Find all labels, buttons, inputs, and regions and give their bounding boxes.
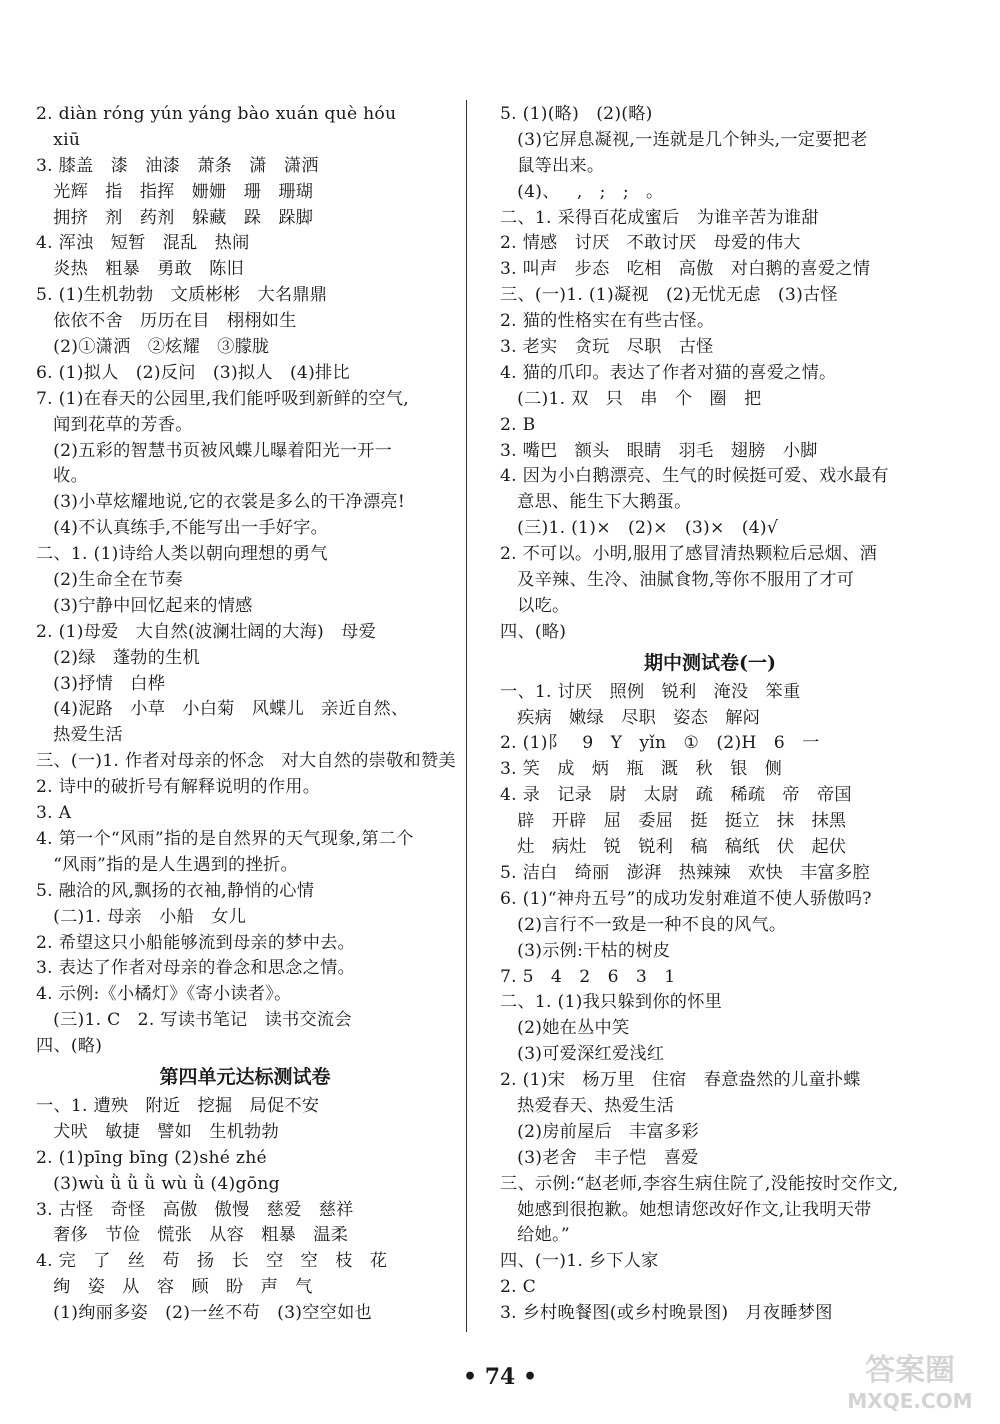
answer-line: 鼠等出来。: [500, 155, 605, 176]
answer-line: 热爱春天、热爱生活: [500, 1095, 675, 1116]
page-number: • 74 •: [462, 1364, 538, 1390]
right-column: [500, 102, 920, 1327]
answer-line: (4)不认真练手,不能写出一手好字。: [36, 518, 329, 539]
answer-line: 2. (1)母爱 大自然(波澜壮阔的大海) 母爱: [36, 621, 377, 642]
column-divider: [466, 100, 467, 1332]
answer-line: 2. 不可以。小明,服用了感冒清热颗粒后忌烟、酒: [500, 544, 878, 565]
answer-line: 2. (1)pīng bīng (2)shé zhé: [36, 1147, 267, 1168]
answer-line: 依依不舍 历历在目 栩栩如生: [36, 311, 297, 332]
svg-text:答案圈: 答案圈: [865, 1353, 955, 1388]
answer-line: 2. 情感 讨厌 不敢讨厌 母爱的伟大: [500, 233, 801, 254]
answer-line: 灶 病灶 锐 锐利 稿 稿纸 伏 起伏: [500, 837, 847, 858]
answer-line: 2. 猫的性格实在有些古怪。: [500, 311, 715, 332]
answer-line: 3. 老实 贪玩 尽职 古怪: [500, 337, 714, 358]
answer-line: 2. 诗中的破折号有解释说明的作用。: [36, 777, 321, 798]
answer-line: 3. 叫声 步态 吃相 高傲 对白鹅的喜爱之情: [500, 259, 871, 280]
answer-line: 2. B: [500, 414, 536, 435]
answer-line: (2)她在丛中笑: [500, 1018, 630, 1039]
answer-line: 光辉 指 指挥 姗姗 珊 珊瑚: [36, 181, 314, 202]
answer-line: 6. (1)拟人 (2)反问 (3)拟人 (4)排比: [36, 362, 350, 383]
answer-line: (二)1. 双 只 串 个 圈 把: [500, 388, 762, 409]
answer-line: 5. (1)(略) (2)(略): [500, 104, 653, 124]
answer-line: 以吃。: [500, 595, 570, 616]
answer-line: (4)泥路 小草 小白菊 风蝶儿 亲近自然、: [36, 699, 409, 720]
answer-line: 热爱生活: [36, 725, 123, 746]
answer-line: (3)小草炫耀地说,它的衣裳是多么的干净漂亮!: [36, 492, 405, 513]
answer-line: 4. 完 了 丝 苟 扬 长 空 空 枝 花: [36, 1251, 388, 1272]
answer-line: 4. 第一个“风雨”指的是自然界的天气现象,第二个: [36, 828, 414, 849]
answer-line: (二)1. 母亲 小船 女儿: [36, 906, 247, 927]
answer-line: 5. 融洽的风,飘扬的衣袖,静悄的心情: [36, 880, 315, 901]
answer-line: 炎热 粗暴 勇敢 陈旧: [36, 259, 245, 280]
answer-line: 疾病 嫩绿 尽职 姿态 解闷: [500, 707, 761, 728]
answer-line: (3)宁静中回忆起来的情感: [36, 595, 253, 616]
section-heading: 期中测试卷(一): [644, 651, 776, 674]
answer-line: 5. (1)生机勃勃 文质彬彬 大名鼎鼎: [36, 285, 328, 306]
answer-line: 2. (1)宋 杨万里 住宿 春意盎然的儿童扑蝶: [500, 1070, 861, 1091]
svg-text:MXQE.COM: MXQE.COM: [847, 1389, 973, 1413]
answer-line: 3. 表达了作者对母亲的眷念和思念之情。: [36, 958, 356, 979]
answer-line: (三)1. (1)× (2)× (3)× (4)√: [500, 518, 779, 539]
answer-line: xiū: [36, 129, 81, 150]
answer-line: 收。: [36, 466, 89, 487]
answer-line: (2)绿 蓬勃的生机: [36, 647, 201, 668]
answer-line: 四、(略): [500, 621, 567, 642]
answer-line: 3. 笑 成 炳 瓶 溉 秋 银 侧: [500, 759, 783, 780]
answer-line: 5. 洁白 绮丽 澎湃 热辣辣 欢快 丰富多腔: [500, 862, 870, 883]
answer-line: (2)五彩的智慧书页被风蝶儿曝着阳光一开一: [36, 440, 393, 461]
answer-line: 2. (1)阝 9 Y yǐn ① (2)H 6 一: [500, 733, 820, 754]
answer-line: 四、(一)1. 乡下人家: [500, 1251, 659, 1272]
answer-line: (三)1. C 2. 写读书笔记 读书交流会: [36, 1010, 352, 1031]
answer-line: 4. 因为小白鹅漂亮、生气的时候挺可爱、戏水最有: [500, 466, 889, 487]
answer-line: 3. 嘴巴 额头 眼睛 羽毛 翅膀 小脚: [500, 440, 818, 461]
answer-line: 绚 姿 从 容 顾 盼 声 气: [36, 1277, 313, 1298]
answer-line: (3)它屏息凝视,一连就是几个钟头,一定要把老: [500, 129, 868, 150]
answer-line: 辟 开辟 屈 委屈 挺 挺立 抹 抹黑: [500, 811, 847, 832]
answer-line: (1)绚丽多姿 (2)一丝不苟 (3)空空如也: [36, 1303, 372, 1324]
answer-line: 给她。”: [500, 1225, 570, 1246]
answer-line: 一、1. 遭殃 附近 挖掘 局促不安: [36, 1095, 320, 1116]
answer-line: (3)抒情 白桦: [36, 673, 166, 694]
answer-line: (3)老舍 丰子恺 喜爱: [500, 1147, 699, 1168]
answer-line: 闻到花草的芳香。: [36, 414, 193, 435]
answer-line: 犬吠 敏捷 譬如 生机勃勃: [36, 1121, 279, 1142]
answer-line: 2. C: [500, 1277, 537, 1298]
answer-line: 2. diàn róng yún yáng bào xuán què hóu: [36, 104, 397, 124]
answer-line: 二、1. 采得百花成蜜后 为谁辛苦为谁甜: [500, 207, 819, 228]
answer-line: 三、(一)1. (1)凝视 (2)无忧无虑 (3)古怪: [500, 285, 838, 306]
answer-line: (3)可爱深红爱浅红: [500, 1044, 665, 1065]
answer-line: 四、(略): [36, 1036, 103, 1057]
answer-line: (2)生命全在节奏: [36, 570, 183, 591]
answer-line: 拥挤 剂 药剂 躲藏 跺 跺脚: [36, 207, 314, 228]
answer-line: 2. 希望这只小船能够流到母亲的梦中去。: [36, 932, 356, 953]
answer-line: 及辛辣、生冷、油腻食物,等你不服用了才可: [500, 570, 855, 591]
answer-line: 奢侈 节俭 慌张 从容 粗暴 温柔: [36, 1225, 349, 1246]
answer-line: (2)房前屋后 丰富多彩: [500, 1121, 699, 1142]
answer-line: 4. 录 记录 尉 太尉 疏 稀疏 帝 帝国: [500, 785, 852, 806]
answer-line: 二、1. (1)我只躲到你的怀里: [500, 992, 723, 1013]
answer-line: 4. 浑浊 短暂 混乱 热闹: [36, 233, 250, 254]
answer-line: (2)言行不一致是一种不良的风气。: [500, 914, 787, 935]
answer-line: 三、(一)1. 作者对母亲的怀念 对大自然的崇敬和赞美: [36, 751, 456, 772]
answer-line: (4)、 , ; ; 。: [500, 181, 664, 202]
answer-line: 意思、能生下大鹅蛋。: [500, 492, 692, 513]
answer-line: 3. 乡村晚餐图(或乡村晚景图) 月夜睡梦图: [500, 1303, 833, 1324]
answer-line: 三、示例:“赵老师,李容生病住院了,没能按时交作文,: [500, 1173, 899, 1194]
answer-line: 6. (1)“神舟五号”的成功发射难道不使人骄傲吗?: [500, 888, 872, 909]
answer-line: (3)示例:干枯的树皮: [500, 940, 671, 961]
answer-line: 7. 5 4 2 6 3 1: [500, 966, 676, 987]
section-heading: 第四单元达标测试卷: [159, 1065, 331, 1088]
left-column: [36, 102, 454, 1327]
answer-line: 4. 猫的爪印。表达了作者对猫的喜爱之情。: [500, 362, 837, 383]
answer-line: 二、1. (1)诗给人类以朝向理想的勇气: [36, 544, 328, 565]
answer-line: 3. 膝盖 漆 油漆 萧条 潇 潇洒: [36, 155, 319, 176]
answer-line: 4. 示例:《小橘灯》《寄小读者》。: [36, 984, 292, 1005]
answer-line: (2)①潇洒 ②炫耀 ③朦胧: [36, 337, 270, 358]
watermark-logo: [830, 1346, 990, 1416]
answer-line: 3. A: [36, 803, 72, 824]
answer-line: 3. 古怪 奇怪 高傲 傲慢 慈爱 慈祥: [36, 1199, 354, 1220]
answer-line: “风雨”指的是人生遇到的挫折。: [36, 854, 298, 875]
answer-line: (3)wù ǜ ǜ ǜ wù ǜ (4)gōng: [36, 1173, 280, 1194]
answer-line: 7. (1)在春天的公园里,我们能呼吸到新鲜的空气,: [36, 388, 410, 409]
answer-line: 她感到很抱歉。她想请您改好作文,让我明天带: [500, 1199, 872, 1220]
answer-line: 一、1. 讨厌 照例 锐利 淹没 笨重: [500, 681, 801, 702]
